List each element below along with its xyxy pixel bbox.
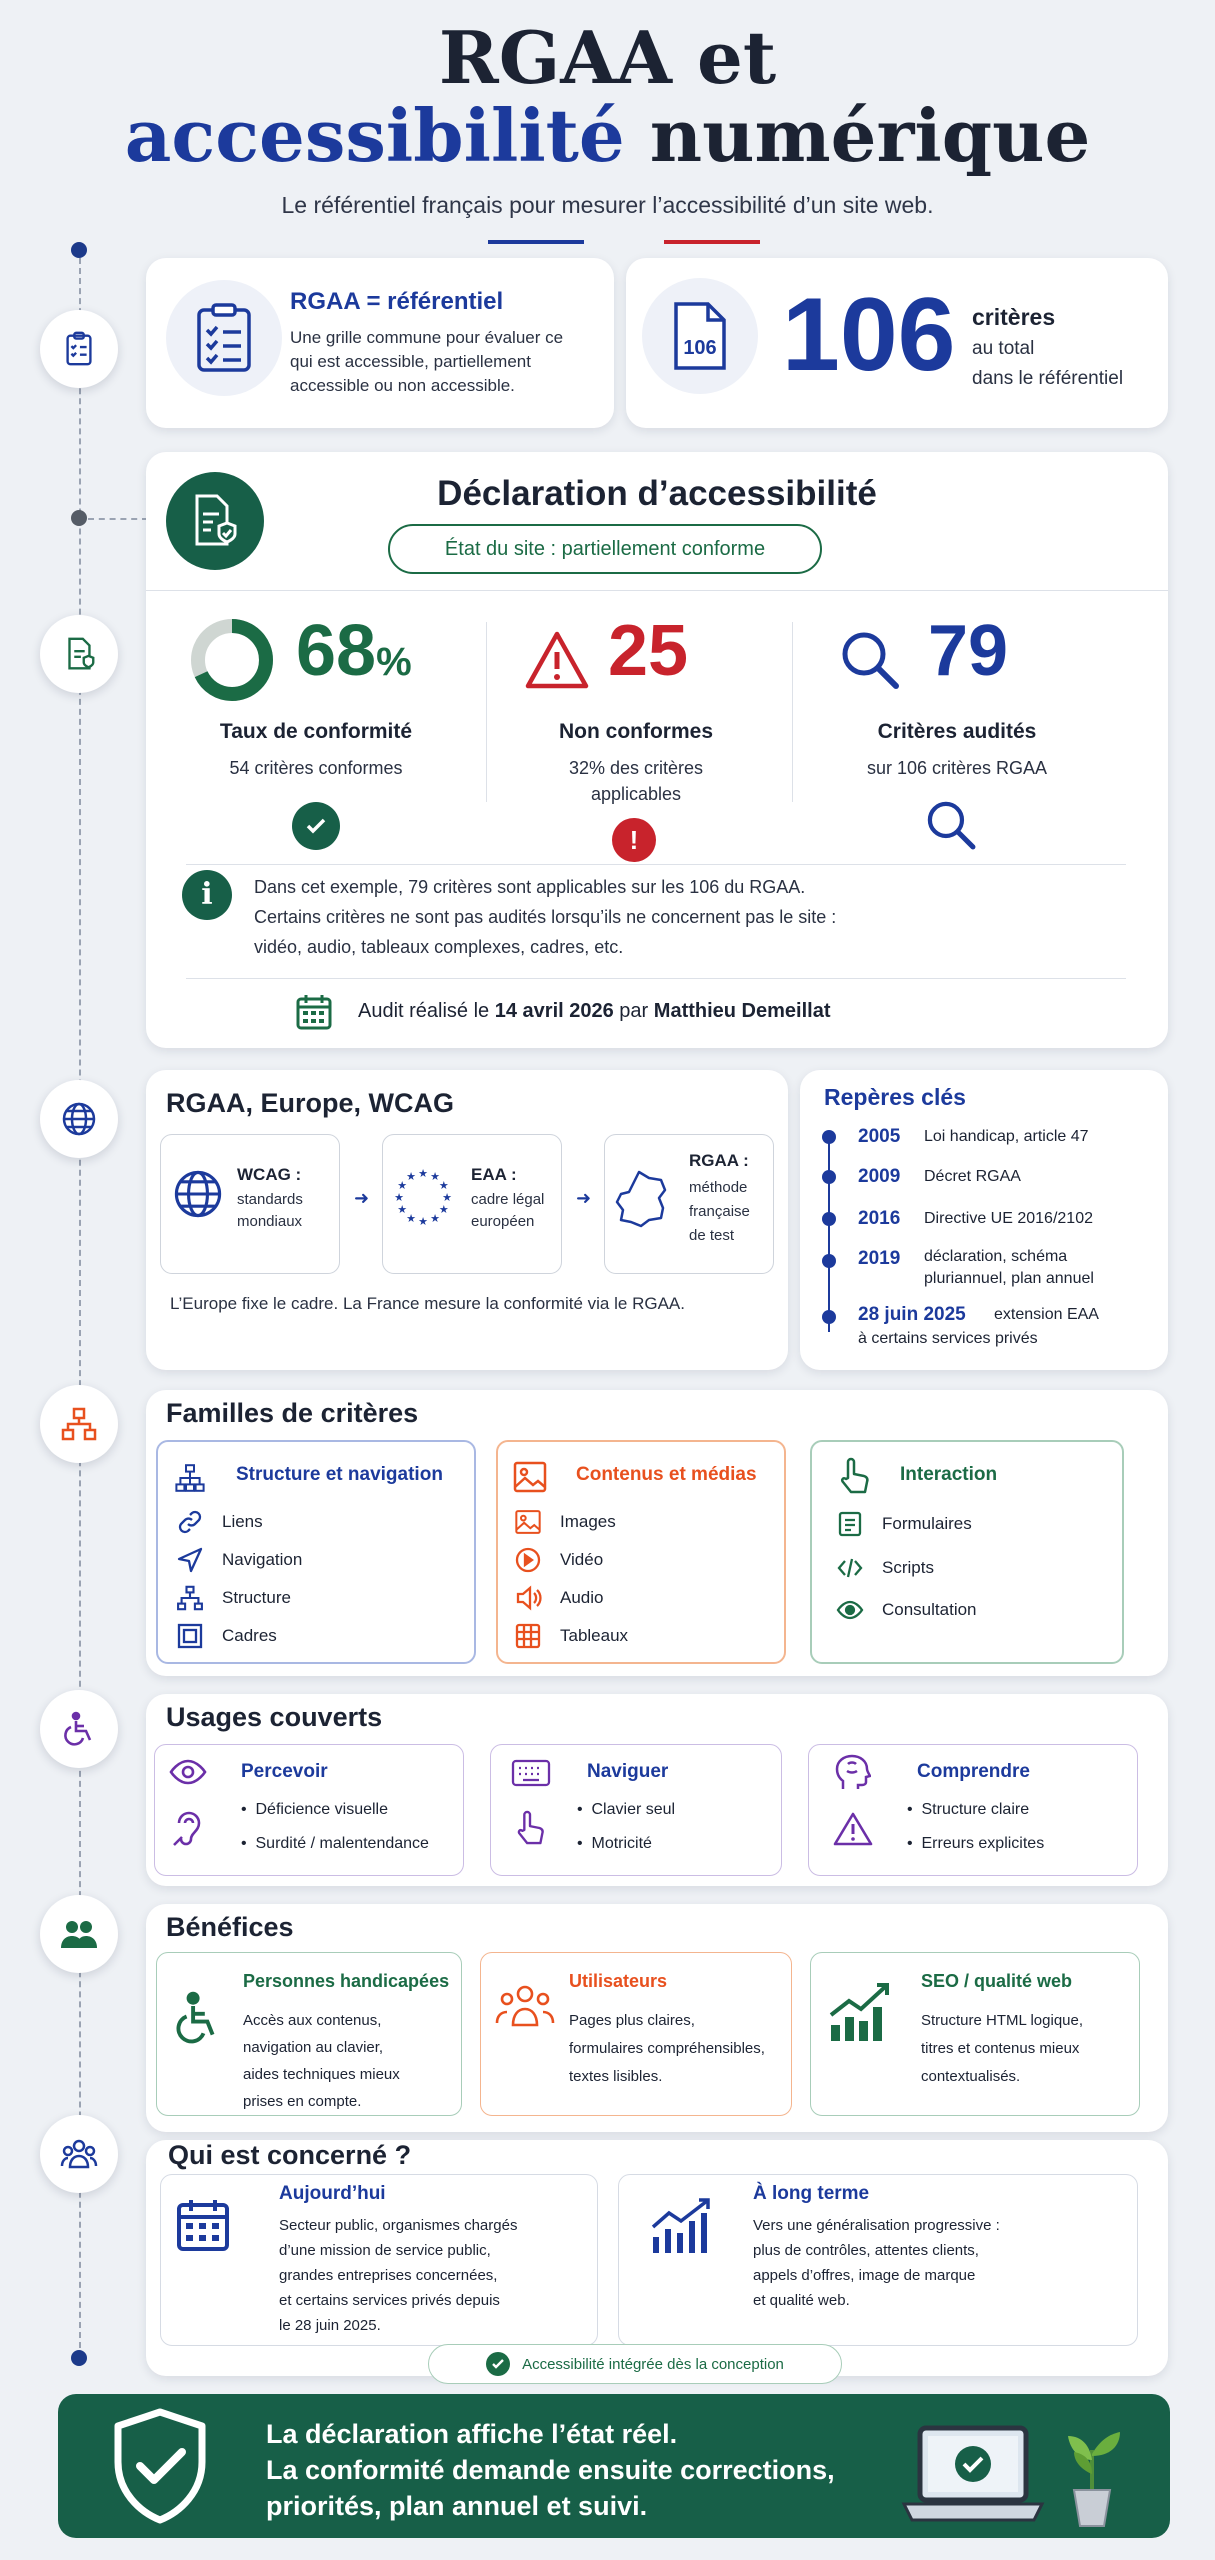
repere-text: pluriannuel, plan annuel	[924, 1270, 1094, 1287]
family-item: Liens	[176, 1508, 263, 1536]
shield-check-icon	[108, 2406, 212, 2526]
criteria-line3: dans le référentiel	[972, 368, 1124, 389]
page-title-line2	[0, 92, 1215, 180]
repere-year: 2019	[858, 1248, 901, 1269]
rgaa-card-text: Une grille commune pour évaluer ce qui est accessible, partiellement accessible ou non accessible.	[290, 328, 564, 395]
timeline-dot-mid	[71, 510, 87, 526]
brain-head-icon	[835, 1753, 871, 1793]
design-badge-text: Accessibilité intégrée dès la conception	[522, 2355, 784, 2373]
wcag-title: WCAG :	[237, 1165, 302, 1184]
checklist-icon	[40, 310, 118, 388]
family-item: Cadres	[176, 1622, 277, 1650]
conformity-sub: 54 critères conformes	[229, 758, 403, 778]
table-icon	[514, 1622, 542, 1650]
family-item: Consultation	[836, 1596, 977, 1624]
timeline-dot-bottom	[71, 2350, 87, 2366]
magnifier-small-icon	[924, 798, 978, 852]
family-item: Tableaux	[514, 1622, 628, 1650]
svg-text:106: 106	[683, 337, 717, 359]
eu-star: ★	[397, 1180, 408, 1192]
info-line2: Certains critères ne sont pas audités lorsqu’ils ne concernent pas le site :	[254, 907, 837, 927]
rgaa-box-text: française	[689, 1203, 750, 1220]
repere-dot	[822, 1130, 836, 1144]
title-accent: accessibilité	[124, 93, 625, 178]
benefit-text: Structure HTML logique, titres et contenus mieux contextualisés.	[921, 2012, 1084, 2085]
eaa-text: cadre légal	[471, 1191, 545, 1208]
speaker-icon	[514, 1584, 542, 1612]
family-title: Structure et navigation	[236, 1464, 443, 1485]
benefit-seo	[810, 1952, 1140, 2116]
document-106-icon	[642, 278, 758, 394]
rgaa-box-text: de test	[689, 1227, 735, 1244]
long-term-title: À long terme	[753, 2183, 870, 2204]
usage-percevoir	[154, 1744, 464, 1876]
users-icon	[40, 1895, 118, 1973]
criteria-number: 106	[782, 277, 956, 393]
family-item: Structure	[176, 1584, 291, 1612]
flag-red-bar	[664, 240, 760, 244]
eu-star: ★	[418, 1216, 428, 1228]
calendar-icon	[294, 992, 334, 1032]
benefit-title: SEO / qualité web	[921, 1971, 1073, 1991]
non-conformes-sub1: 32% des critères	[568, 758, 704, 778]
magnifier-icon	[838, 628, 902, 692]
eu-star: ★	[397, 1204, 408, 1216]
france-map-icon	[611, 1169, 675, 1229]
audited-value: 79	[928, 611, 1009, 691]
usage-item: • Clavier seul	[577, 1801, 676, 1818]
eye-icon	[169, 1757, 207, 1787]
timeline-dot-top	[71, 242, 87, 258]
people-group-icon	[40, 2115, 118, 2193]
repere-year: 2016	[858, 1208, 901, 1229]
eu-star: ★	[430, 1171, 440, 1184]
europe-footer: L’Europe fixe le cadre. La France mesure la conformité via le RGAA.	[170, 1294, 685, 1313]
eu-star: ★	[438, 1180, 449, 1192]
eu-star: ★	[442, 1192, 452, 1204]
usages-title: Usages couverts	[166, 1702, 383, 1732]
repere-year: 2009	[858, 1166, 901, 1187]
growth-chart-icon	[827, 1981, 893, 2043]
users-icon	[495, 1983, 555, 2029]
page-title-line1: RGAA et	[438, 15, 777, 100]
concerne-card	[146, 2140, 1168, 2376]
family-item: Formulaires	[836, 1510, 972, 1538]
usage-item: • Structure claire	[907, 1801, 1030, 1818]
warning-icon	[524, 630, 590, 690]
family-contenus	[496, 1440, 786, 1664]
family-title: Contenus et médias	[576, 1464, 757, 1485]
usage-item: • Motricité	[577, 1835, 652, 1852]
flag-blue-bar	[488, 240, 584, 244]
rgaa-box	[604, 1134, 774, 1274]
page-subtitle: Le référentiel français pour mesurer l’accessibilité d’un site web.	[281, 192, 934, 218]
benefit-text: Accès aux contenus, navigation au clavier, aides techniques mieux prises en compte.	[243, 2012, 400, 2110]
usage-item: • Erreurs explicites	[907, 1835, 1045, 1852]
wcag-box	[160, 1134, 340, 1274]
eye-icon	[836, 1596, 864, 1624]
form-icon	[836, 1510, 864, 1538]
calendar-icon	[175, 2197, 231, 2253]
repere-text: à certains services privés	[858, 1330, 1038, 1347]
plant-icon	[1060, 2420, 1124, 2530]
today-title: Aujourd’hui	[279, 2183, 386, 2204]
laptop-check-icon	[898, 2422, 1048, 2532]
wheelchair-icon	[40, 1690, 118, 1768]
concerne-title: Qui est concerné ?	[168, 2140, 412, 2170]
europe-title: RGAA, Europe, WCAG	[166, 1088, 454, 1118]
family-interaction	[810, 1440, 1124, 1664]
family-item: Audio	[514, 1584, 603, 1612]
repere-dot	[822, 1310, 836, 1324]
exclamation-circle-icon: !	[612, 818, 656, 862]
repere-year: 2005	[858, 1126, 901, 1147]
audit-info: Audit réalisé le 14 avril 2026 par Matthieu Demeillat	[358, 1000, 831, 1022]
rgaa-card-title: RGAA = référentiel	[290, 288, 504, 315]
non-conformes-value: 25	[608, 611, 689, 691]
play-icon	[514, 1546, 542, 1574]
reperes-card	[800, 1070, 1168, 1370]
repere-text: Loi handicap, article 47	[924, 1128, 1089, 1145]
benefit-handicap	[156, 1952, 462, 2116]
document-shield-icon	[40, 615, 118, 693]
arrow-right-icon: ➜	[576, 1188, 592, 1208]
benefit-utilisateurs	[480, 1952, 792, 2116]
declaration-card	[146, 452, 1168, 1048]
link-icon	[176, 1508, 204, 1536]
hearing-icon	[171, 1809, 205, 1849]
eu-star: ★	[406, 1212, 416, 1225]
repere-dot	[822, 1170, 836, 1184]
info-line1: Dans cet exemple, 79 critères sont applicables sur les 106 du RGAA.	[254, 877, 806, 897]
divider	[146, 590, 1168, 591]
usage-title: Percevoir	[241, 1761, 328, 1782]
info-icon: i	[182, 870, 232, 920]
status-badge: État du site : partiellement conforme	[388, 524, 822, 574]
family-structure	[156, 1440, 476, 1664]
eu-star: ★	[406, 1171, 416, 1184]
familles-card	[146, 1390, 1168, 1676]
globe-icon	[171, 1167, 225, 1221]
benefit-text: Pages plus claires, formulaires compréhensibles, textes lisibles.	[569, 2012, 765, 2085]
audited-label: Critères audités	[877, 720, 1037, 743]
today-text: Secteur public, organismes chargés d’une mission de service public, grandes entreprises concernées, et certains services privés depuis le 28 juin 2025.	[279, 2217, 518, 2334]
declaration-title: Déclaration d’accessibilité	[437, 474, 877, 513]
conformity-donut	[190, 618, 274, 702]
family-item: Images	[514, 1508, 616, 1536]
long-term-box	[618, 2174, 1138, 2346]
timeline-connector	[88, 518, 148, 520]
repere-text: Décret RGAA	[924, 1168, 1021, 1185]
repere-year: 28 juin 2025	[858, 1304, 966, 1325]
globe-icon	[40, 1080, 118, 1158]
usages-card	[146, 1694, 1168, 1886]
audited-sub: sur 106 critères RGAA	[866, 758, 1048, 778]
conformity-label: Taux de conformité	[219, 720, 413, 743]
frame-icon	[176, 1622, 204, 1650]
pointer-hand-icon	[836, 1456, 872, 1496]
pointer-hand-icon	[513, 1807, 547, 1849]
rgaa-box-text: méthode	[689, 1179, 748, 1196]
criteria-line1: critères	[972, 304, 1056, 330]
clipboard-icon	[166, 280, 282, 396]
benefices-title: Bénéfices	[166, 1912, 294, 1942]
usage-item: • Déficience visuelle	[241, 1801, 389, 1818]
benefit-title: Personnes handicapées	[243, 1971, 450, 1991]
usage-naviguer	[490, 1744, 782, 1876]
check-circle-icon	[486, 2352, 510, 2376]
timeline-line	[79, 248, 81, 2358]
image-icon	[512, 1460, 548, 1494]
repere-dot	[822, 1254, 836, 1268]
europe-card	[146, 1070, 788, 1370]
keyboard-icon	[511, 1759, 551, 1787]
repere-text: déclaration, schéma	[924, 1248, 1068, 1265]
footer-text: La déclaration affiche l’état réel. La conformité demande ensuite corrections, priorités, plan annuel et suivi.	[266, 2419, 835, 2521]
familles-title: Familles de critères	[166, 1398, 419, 1428]
family-title: Interaction	[900, 1464, 998, 1485]
long-term-text: Vers une généralisation progressive : plus de contrôles, attentes clients, appels d’offres, image de marque et qualité web.	[753, 2217, 1000, 2309]
eaa-box	[382, 1134, 562, 1274]
divider	[186, 978, 1126, 979]
non-conformes-label: Non conformes	[558, 720, 713, 743]
eu-star: ★	[418, 1168, 428, 1180]
navigation-arrow-icon	[176, 1546, 204, 1574]
design-badge	[428, 2344, 842, 2384]
repere-text: Directive UE 2016/2102	[924, 1210, 1093, 1227]
divider	[186, 864, 1126, 865]
usage-comprendre	[808, 1744, 1138, 1876]
check-circle-icon	[292, 802, 340, 850]
info-line3: vidéo, audio, tableaux complexes, cadres, etc.	[254, 937, 624, 957]
structure-icon	[176, 1584, 204, 1612]
eaa-text: européen	[471, 1213, 535, 1230]
non-conformes-sub2: applicables	[590, 784, 682, 804]
eu-stars-icon	[391, 1165, 455, 1229]
usage-title: Comprendre	[917, 1761, 1030, 1782]
wheelchair-icon	[171, 1989, 223, 2049]
family-item: Navigation	[176, 1546, 302, 1574]
conformity-rate: 68%	[296, 611, 412, 691]
sitemap-icon	[40, 1385, 118, 1463]
title-rest: numérique	[624, 93, 1091, 178]
footer-banner	[58, 2394, 1170, 2538]
eu-star: ★	[430, 1212, 440, 1225]
sitemap-icon	[174, 1462, 206, 1494]
rgaa-card	[146, 258, 614, 428]
eaa-title: EAA :	[471, 1165, 517, 1184]
image-icon	[514, 1508, 542, 1536]
usage-item: • Surdité / malentendance	[241, 1835, 429, 1852]
reperes-line	[828, 1132, 830, 1332]
wcag-text: mondiaux	[237, 1213, 303, 1230]
eu-star: ★	[394, 1192, 404, 1204]
rgaa-box-title: RGAA :	[689, 1151, 749, 1170]
usage-title: Naviguer	[587, 1761, 669, 1782]
criteria-line2: au total	[972, 338, 1035, 359]
warning-icon	[833, 1811, 873, 1847]
benefit-title: Utilisateurs	[569, 1971, 668, 1991]
code-icon	[836, 1554, 864, 1582]
growth-chart-icon	[649, 2197, 715, 2255]
repere-text: extension EAA	[994, 1306, 1099, 1323]
family-item: Scripts	[836, 1554, 934, 1582]
arrow-right-icon: ➜	[354, 1188, 370, 1208]
repere-dot	[822, 1212, 836, 1226]
family-item: Vidéo	[514, 1546, 603, 1574]
eu-star: ★	[438, 1204, 449, 1216]
benefices-card	[146, 1904, 1168, 2132]
wcag-text: standards	[237, 1191, 303, 1208]
today-box	[160, 2174, 598, 2346]
criteria-count-card	[626, 258, 1168, 428]
reperes-title: Repères clés	[824, 1084, 966, 1110]
